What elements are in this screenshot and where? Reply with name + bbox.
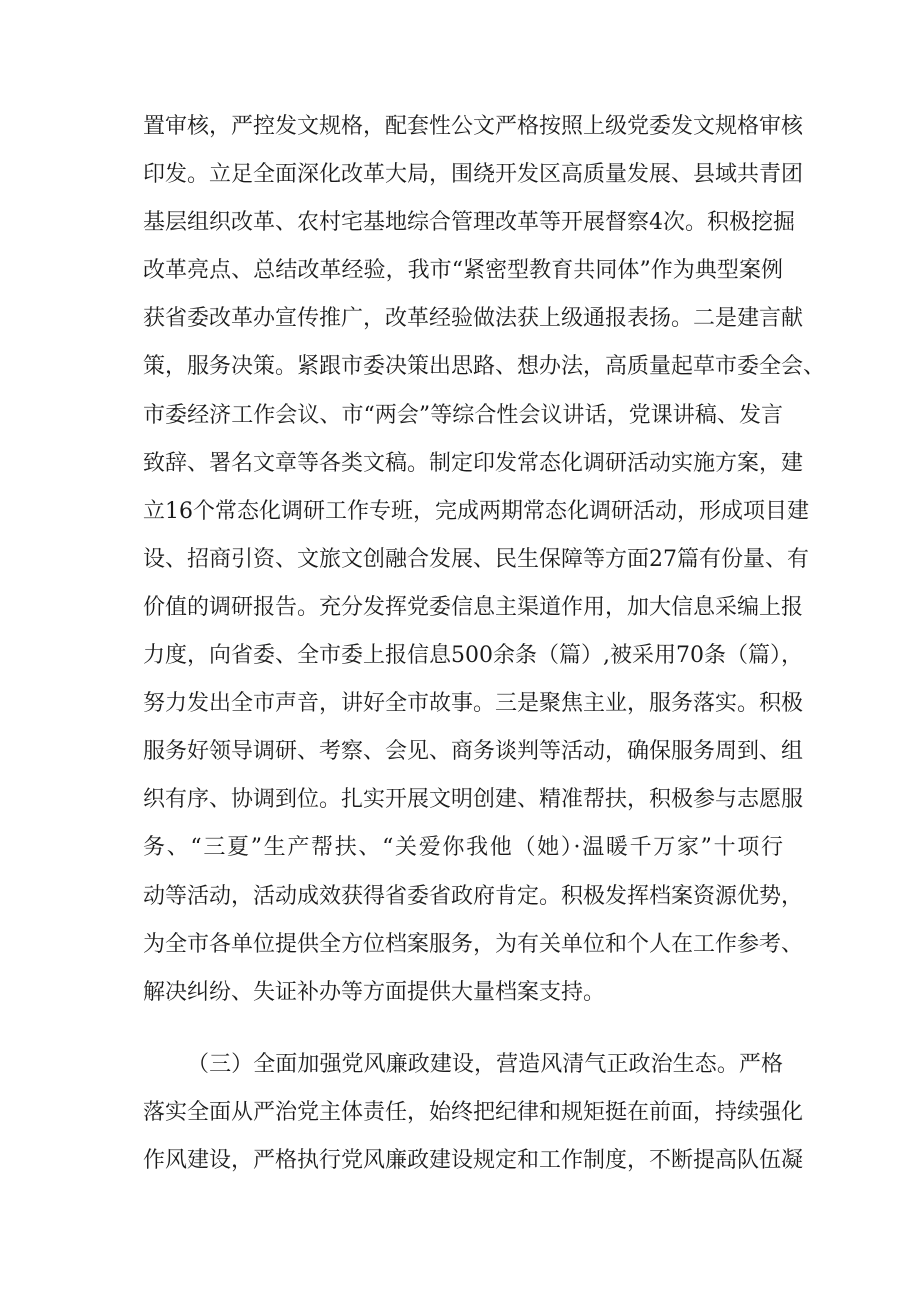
body-paragraph-1 [143, 103, 826, 1017]
text-line: 落实全面从严治党主体责任，始终把纪律和规矩挺在前面，持续强化 [143, 1100, 804, 1126]
text-line: 致辞、署名文章等各类文稿。制定印发常态化调研活动实施方案，建 [143, 450, 804, 476]
text-line: 基层组织改革、农村宅基地综合管理改革等开展督察4次。积极挖掘 [143, 210, 795, 236]
text-line: 置审核，严控发文规格，配套性公文严格按照上级党委发文规格审核 [143, 114, 804, 139]
text-line: 解决纠纷、失证补办等方面提供大量档案支持。 [143, 979, 606, 1005]
text-line: 为全市各单位提供全方位档案服务，为有关单位和个人在工作参考、 [143, 931, 804, 957]
text-line: 价值的调研报告。充分发挥党委信息主渠道作用，加大信息采编上报 [143, 594, 804, 620]
text-line: 印发。立足全面深化改革大局，围绕开发区高质量发展、县域共青团 [143, 162, 804, 188]
text-line: 织有序、协调到位。扎实开展文明创建、精准帮扶，积极参与志愿服 [143, 787, 804, 813]
text-line: 改革亮点、总结改革经验，我市“紧密型教育共同体”作为典型案例 [143, 258, 783, 284]
text-line: 作风建设，严格执行党风廉政建设规定和工作制度，不断提高队伍凝 [143, 1148, 804, 1174]
text-line: 务、“三夏”生产帮扶、“关爱你我他（她）·温暖千万家”十项行 [143, 835, 783, 861]
body-paragraph-2 [143, 1041, 804, 1185]
text-line: 服务好领导调研、考察、会见、商务谈判等活动，确保服务周到、组 [143, 739, 804, 765]
text-line: 动等活动，活动成效获得省委省政府肯定。积极发挥档案资源优势， [143, 883, 804, 909]
text-line: 获省委改革办宣传推广，改革经验做法获上级通报表扬。二是建言献 [143, 306, 804, 332]
text-line: 策，服务决策。紧跟市委决策出思路、想办法，高质量起草市委全会、 [143, 354, 826, 380]
text-line: 努力发出全市声音，讲好全市故事。三是聚焦主业，服务落实。积极 [143, 691, 804, 717]
text-line: 力度，向省委、全市委上报信息500余条（篇）,被采用70条（篇）， [143, 643, 803, 669]
section-heading-line: （三）全面加强党风廉政建设，营造风清气正政治生态。严格 [187, 1052, 783, 1077]
text-line: 市委经济工作会议、市“两会”等综合性会议讲话，党课讲稿、发言 [143, 402, 783, 428]
text-line: 立16个常态化调研工作专班，完成两期常态化调研活动，形成项目建 [143, 498, 809, 524]
text-line: 设、招商引资、文旅文创融合发展、民生保障等方面27篇有份量、有 [143, 546, 809, 572]
